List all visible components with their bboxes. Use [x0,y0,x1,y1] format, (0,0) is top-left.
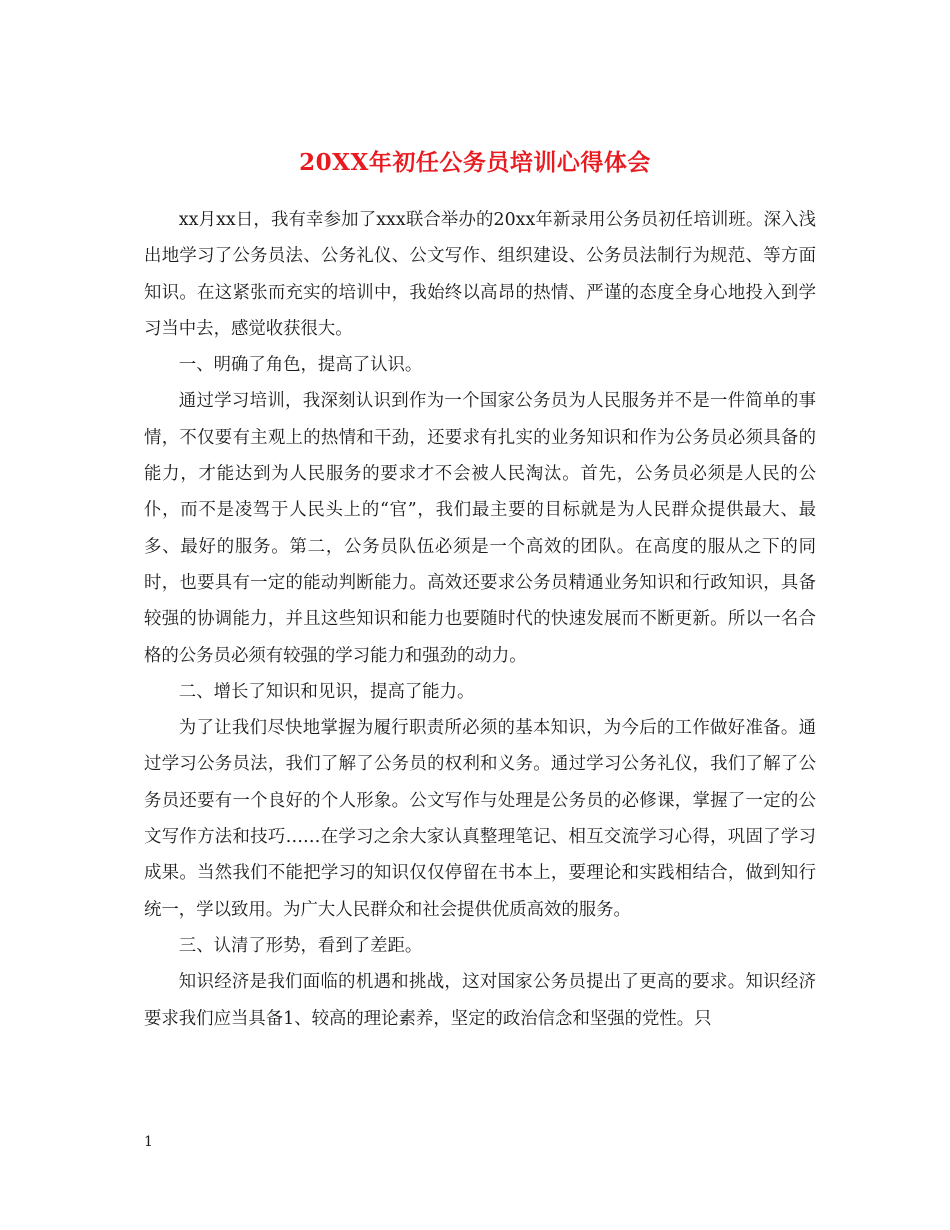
paragraph-section-3: 知识经济是我们面临的机遇和挑战，这对国家公务员提出了更高的要求。知识经济要求我们应当具备1、较高的理论素养，坚定的政治信念和坚强的党性。只 [144,972,816,1029]
section-heading-3: 三、认清了形势，看到了差距。 [178,935,423,956]
document-title: 20XX年初任公务员培训心得体会 [299,149,651,177]
paragraph-section-2: 为了让我们尽快地掌握为履行职责所必须的基本知识，为今后的工作做好准备。通过学习公务员法，我们了解了公务员的权利和义务。通过学习公务礼仪，我们了解了公务员还要有一个良好的个人形象。公文写作与处理是公务员的必修课，掌握了一定的公文写作方法和技巧……在学习之余大家认真整理笔记、相互交流学习心得，巩固了学习成果。当然我们不能把学习的知识仅仅停留在书本上，要理论和实践相结合，做到知行统一，学以致用。为广大人民群众和社会提供优质高效的服务。 [144,718,816,920]
paragraph-section-1: 通过学习培训，我深刻认识到作为一个国家公务员为人民服务并不是一件简单的事情，不仅要有主观上的热情和干劲，还要求有扎实的业务知识和作为公务员必须具备的能力，才能达到为人民服务的要求才不会被人民淘汰。首先，公务员必须是人民的公仆，而不是凌驾于人民头上的“官”，我们最主要的目标就是为人民群众提供最大、最多、最好的服务。第二，公务员队伍必须是一个高效的团队。在高度的服从之下的同时，也要具有一定的能动判断能力。高效还要求公务员精通业务知识和行政知识，具备较强的协调能力，并且这些知识和能力也要随时代的快速发展而不断更新。所以一名合格的公务员必须有较强的学习能力和强劲的动力。 [144,391,816,666]
section-heading-1: 一、明确了角色，提高了认识。 [178,355,423,376]
document-body [144,202,816,1037]
section-heading-2: 二、增长了知识和见识，提高了能力。 [178,681,475,702]
page-number: 1 [144,1134,153,1150]
paragraph-intro: xx月xx日，我有幸参加了xxx联合举办的20xx年新录用公务员初任培训班。深入浅出地学习了公务员法、公务礼仪、公文写作、组织建设、公务员法制行为规范、等方面知识。在这紧张而充实的培训中，我始终以高昂的热情、严谨的态度全身心地投入到学习当中去，感觉收获很大。 [144,210,816,339]
